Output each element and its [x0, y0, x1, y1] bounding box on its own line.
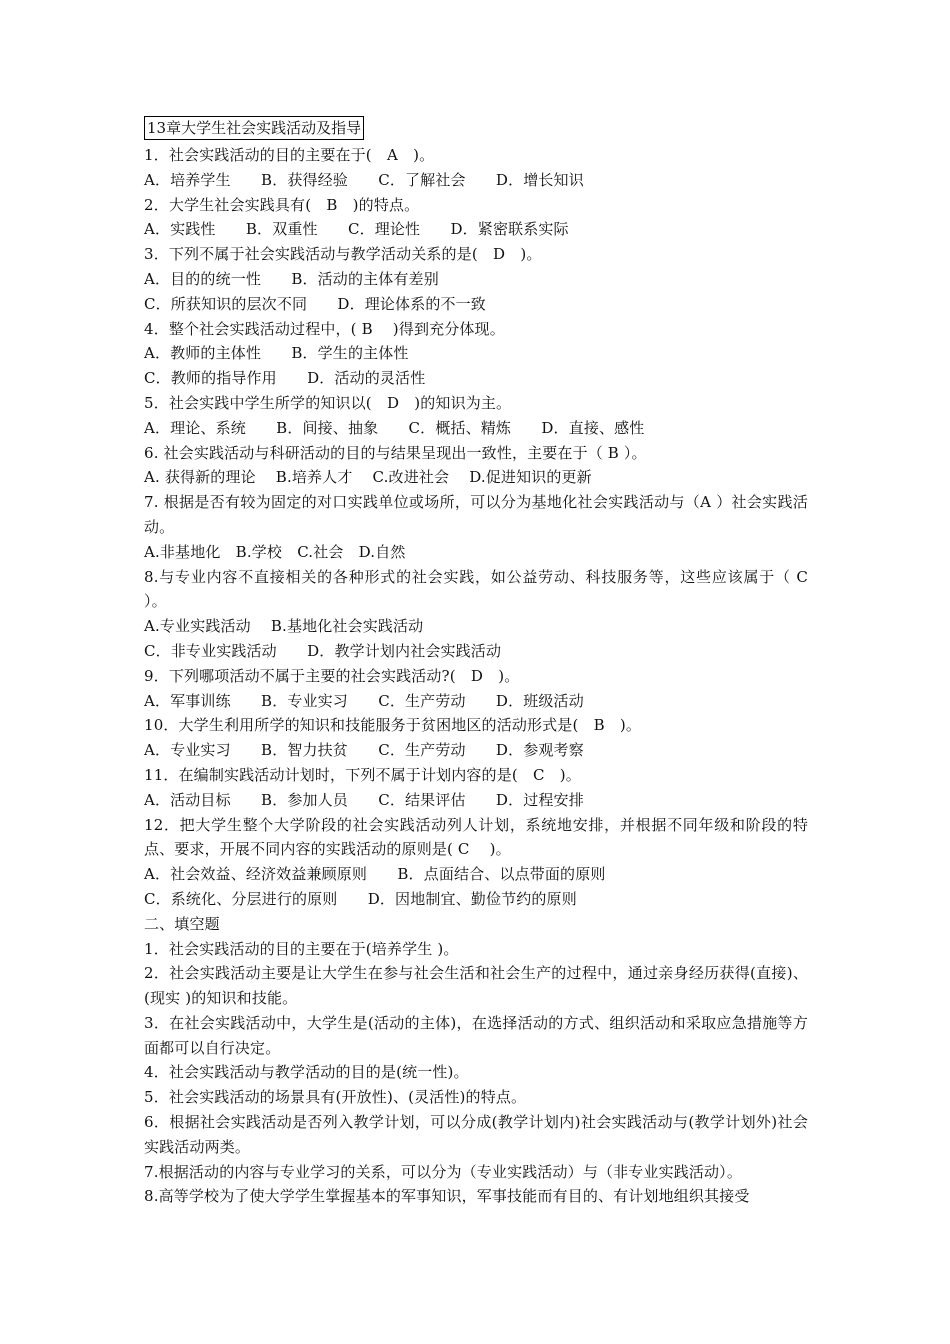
text-line: A．社会效益、经济效益兼顾原则 B．点面结合、以点带面的原则: [144, 865, 606, 884]
document-page: [144, 116, 808, 1209]
text-line: 6. 社会实践活动与科研活动的目的与结果呈现出一致性，主要在于（ B ）。: [144, 443, 647, 462]
text-paragraph: 8.与专业内容不直接相关的各种形式的社会实践，如公益劳动、科技服务等，这些应该属于（ C ）。: [144, 567, 808, 611]
text-line: 4．社会实践活动与教学活动的目的是(统一性)。: [144, 1063, 469, 1082]
text-line: C．系统化、分层进行的原则 D．因地制宜、勤俭节约的原则: [144, 889, 577, 908]
text-line: 1．社会实践活动的目的主要在于(培养学生 )。: [144, 939, 459, 958]
text-line: A．目的的统一性 B．活动的主体有差别: [144, 269, 439, 288]
text-line: 4．整个社会实践活动过程中，( B )得到充分体现。: [144, 319, 505, 338]
text-line: A．理论、系统 B．间接、抽象 C．概括、精炼 D．直接、感性: [144, 418, 645, 437]
text-line: 11．在编制实践活动计划时，下列不属于计划内容的是( C )。: [144, 765, 581, 784]
text-line: 3．下列不属于社会实践活动与教学活动关系的是( D )。: [144, 245, 542, 264]
text-line: A．军事训练 B．专业实习 C．生产劳动 D．班级活动: [144, 691, 584, 710]
chapter-title: 13章大学生社会实践活动及指导: [144, 116, 364, 140]
text-line: A．教师的主体性 B．学生的主体性: [144, 344, 409, 363]
text-line: 7.根据活动的内容与专业学习的关系，可以分为（专业实践活动）与（非专业实践活动）。: [144, 1162, 742, 1181]
text-paragraph: 3．在社会实践活动中，大学生是(活动的主体)，在选择活动的方式、组织活动和采取应急措施等方面都可以自行决定。: [144, 1013, 808, 1057]
text-paragraph: 6．根据社会实践活动是否列入教学计划，可以分成(教学计划内)社会实践活动与(教学计划外)社会实践活动两类。: [144, 1113, 808, 1156]
text-line: A．培养学生 B．获得经验 C．了解社会 D．增长知识: [144, 170, 584, 189]
text-line: A. 获得新的理论 B.培养人才 C.改进社会 D.促进知识的更新: [144, 468, 592, 487]
text-line: C．教师的指导作用 D．活动的灵活性: [144, 369, 426, 388]
document-content: [144, 143, 808, 1209]
text-line: C．非专业实践活动 D．教学计划内社会实践活动: [144, 641, 502, 660]
text-paragraph: 12．把大学生整个大学阶段的社会实践活动列人计划，系统地安排，并根据不同年级和阶段的特点、要求，开展不同内容的实践活动的原则是( C )。: [144, 815, 808, 859]
text-line: 二、填空题: [144, 914, 220, 933]
text-line: 8.高等学校为了使大学学生掌握基本的军事知识，军事技能而有目的、有计划地组织其接受: [144, 1187, 750, 1206]
text-line: A．实践性 B．双重性 C．理论性 D．紧密联系实际: [144, 220, 569, 239]
text-line: 1．社会实践活动的目的主要在于( A )。: [144, 146, 435, 164]
text-line: 2．大学生社会实践具有( B )的特点。: [144, 195, 420, 214]
text-paragraph: 7. 根据是否有较为固定的对口实践单位或场所，可以分为基地化社会实践活动与（A ）社会实践活动。: [144, 493, 808, 536]
text-line: A．活动目标 B．参加人员 C．结果评估 D．过程安排: [144, 790, 584, 809]
text-line: 5．社会实践活动的场景具有(开放性)、(灵活性)的特点。: [144, 1088, 527, 1107]
text-line: A.专业实践活动 B.基地化社会实践活动: [144, 617, 424, 636]
text-line: A．专业实习 B．智力扶贫 C．生产劳动 D．参观考察: [144, 741, 584, 760]
text-line: A.非基地化 B.学校 C.社会 D.自然: [144, 542, 406, 561]
text-paragraph: 2．社会实践活动主要是让大学生在参与社会生活和社会生产的过程中，通过亲身经历获得(直接)、(现实 )的知识和技能。: [144, 964, 808, 1008]
text-line: 10．大学生利用所学的知识和技能服务于贫困地区的活动形式是( B )。: [144, 716, 642, 735]
text-line: 9．下列哪项活动不属于主要的社会实践活动?( D )。: [144, 666, 520, 685]
text-line: C．所获知识的层次不同 D．理论体系的不一致: [144, 294, 486, 313]
text-line: 5．社会实践中学生所学的知识以( D )的知识为主。: [144, 393, 512, 412]
